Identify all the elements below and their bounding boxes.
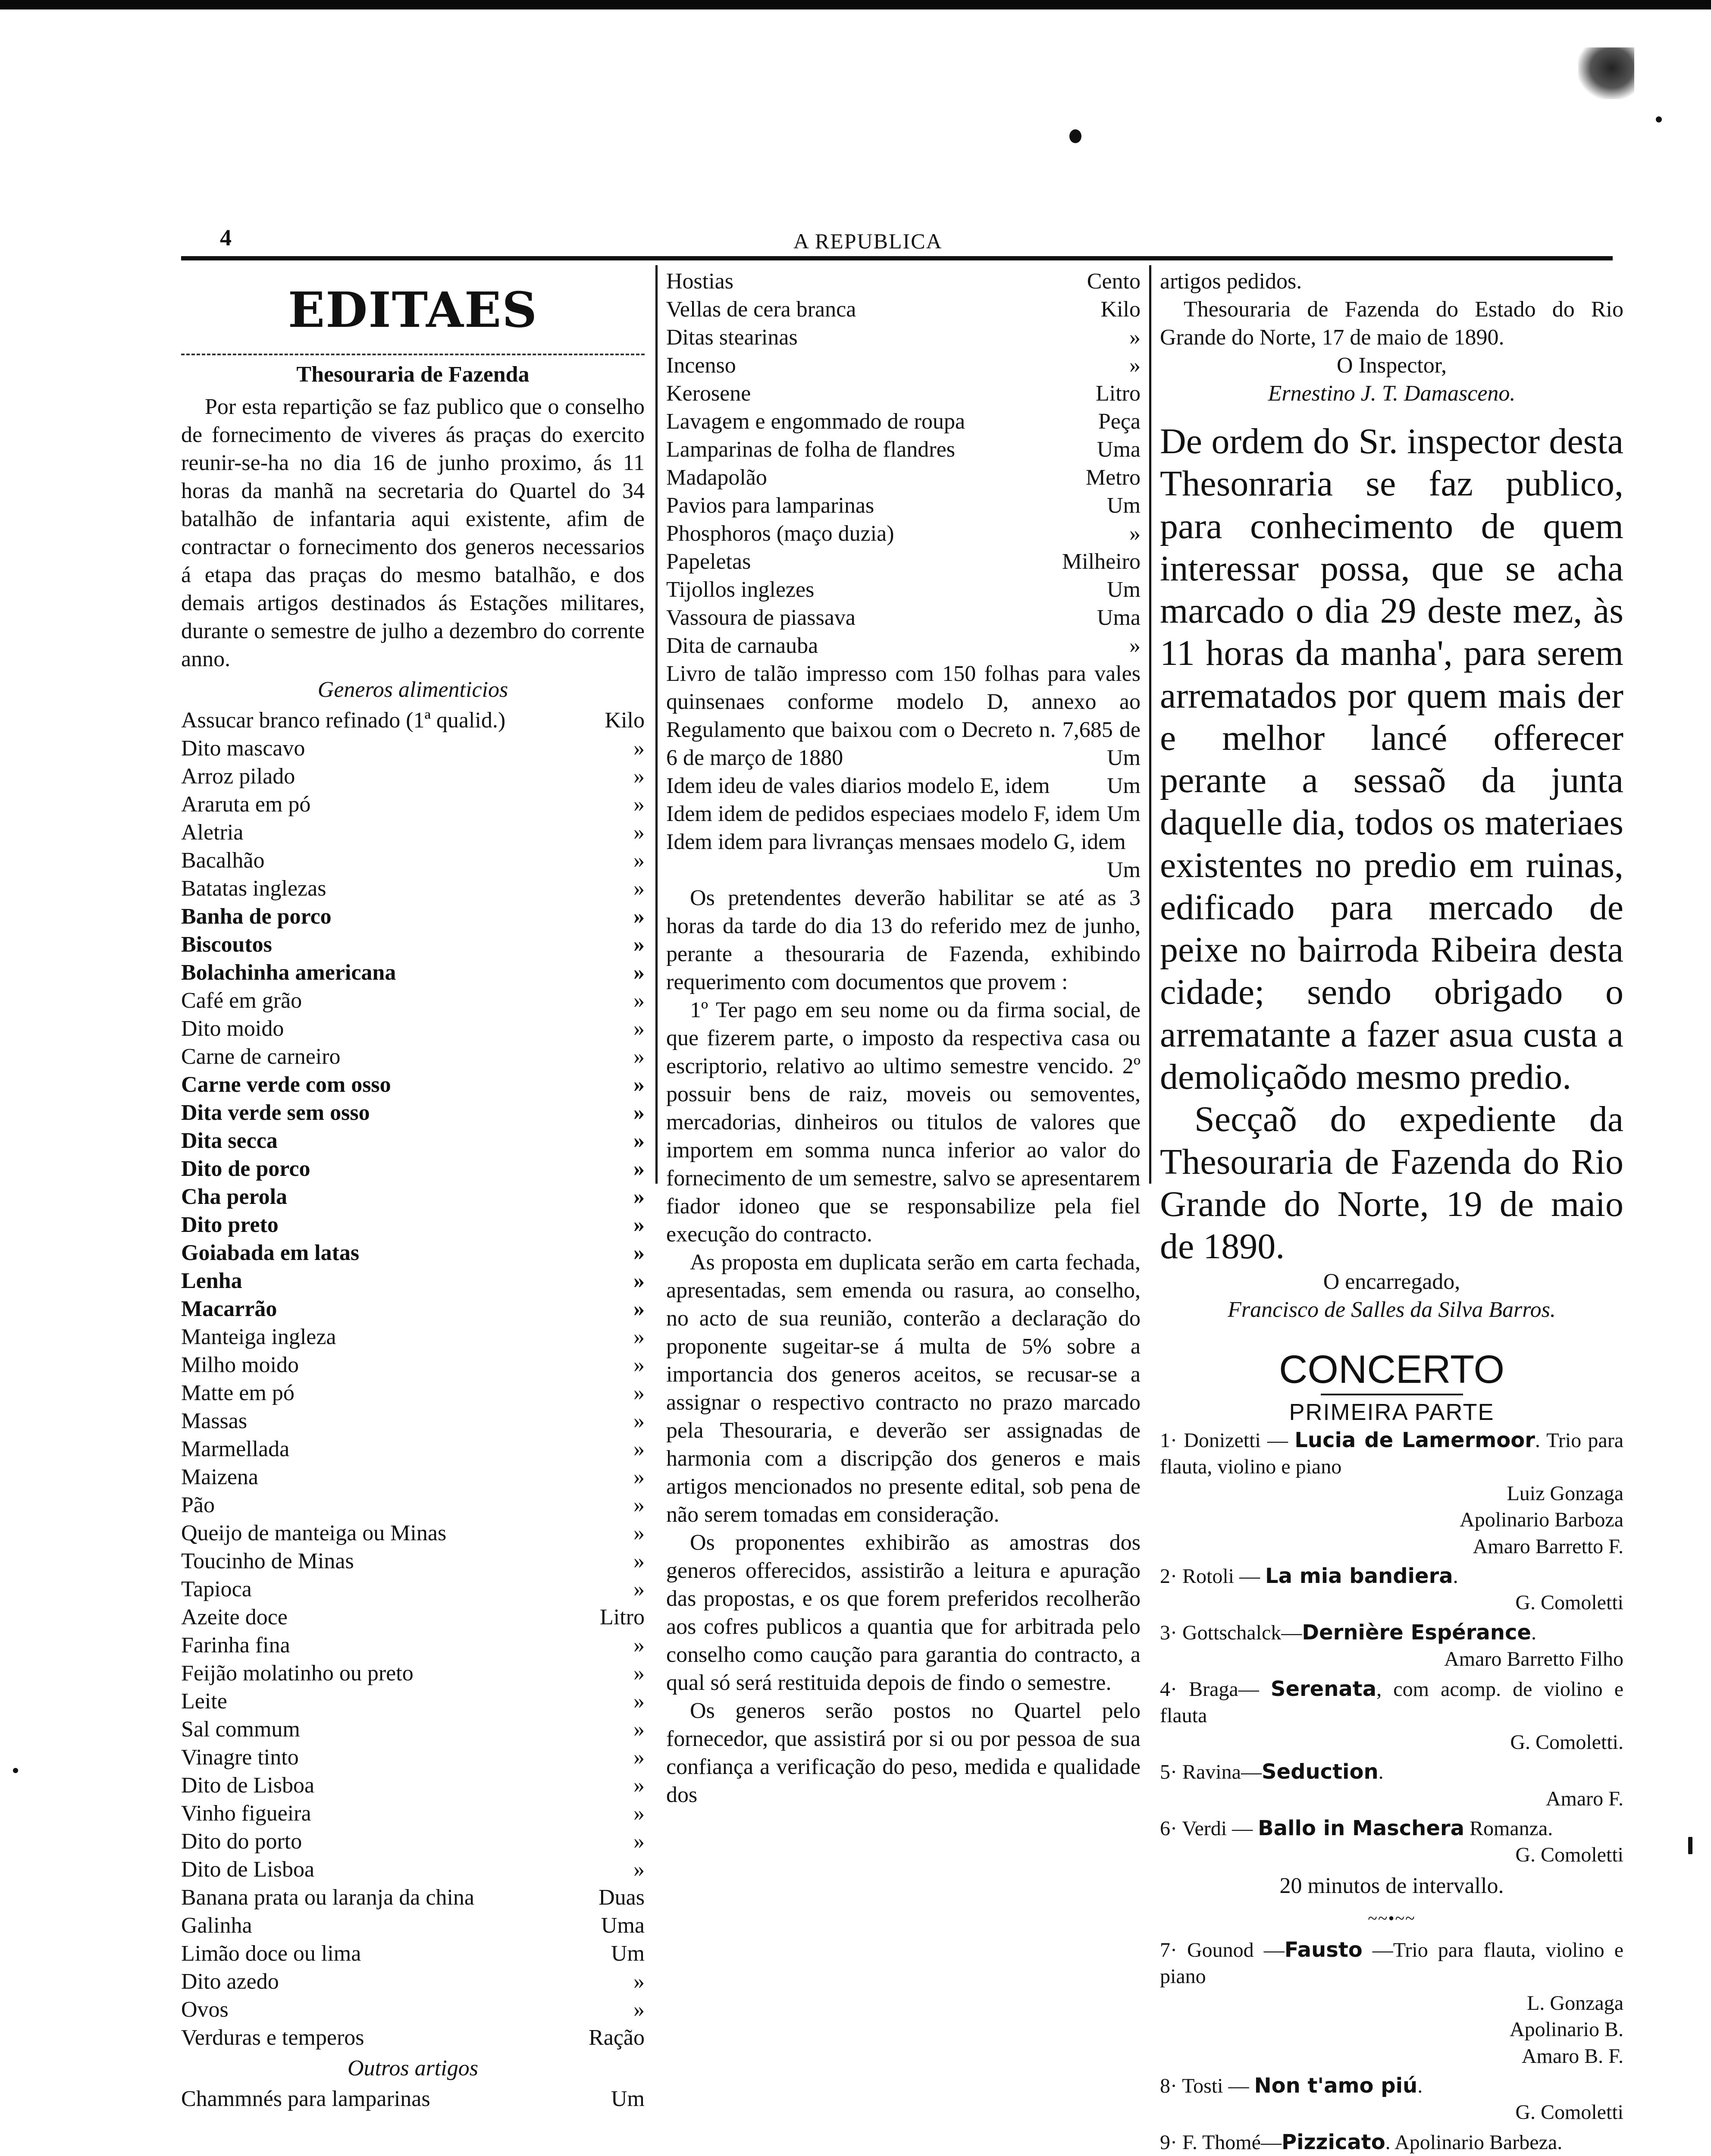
item-name: Arroz pilado <box>181 764 295 789</box>
notice-intro: Por esta repartição se faz publico que o conselho de fornecimento de viveres ás praças do exercito reunir-se-ha no dia 16 de junho proximo, ás 11 horas da manhã na secretaria do Quartel do 34 batalhão de infantaria aqui existente, afim de contractar o fornecimento dos generos necessarios á etapa das praças do mesmo batalhão, e dos demais artigos destinados ás Estações militares, durante o semestre de julho a dezembro do corrente anno. <box>181 395 645 671</box>
condition-paragraph: Os pretendentes deverão habilitar se até as 3 horas da tarde do dia 13 do referido mez de junho, perante a thesouraria de Fazenda, exhibindo requerimento com documentos que provem : <box>666 886 1141 994</box>
item-name: Maizena <box>181 1465 259 1489</box>
item-unit: » <box>633 736 645 761</box>
program-detail: . <box>1453 1565 1458 1588</box>
item-unit: Um <box>611 1941 645 1966</box>
list-item <box>181 1547 645 1575</box>
item-unit: Uma <box>1097 437 1141 462</box>
item-unit: Um <box>1107 577 1141 602</box>
list-item <box>666 604 1141 632</box>
auction-notice <box>1160 420 1623 1268</box>
item-name: Carne verde com osso <box>181 1072 391 1097</box>
list-item <box>181 931 645 959</box>
program-performer: G. Comoletti <box>1515 2101 1623 2124</box>
list-item <box>181 1940 645 1968</box>
program-composer: 3· Gottschalck— <box>1160 1621 1302 1644</box>
item-name: Manteiga ingleza <box>181 1325 336 1349</box>
item-unit: » <box>633 960 645 985</box>
item-name: Café em grão <box>181 988 302 1013</box>
item-name: Banha de porco <box>181 904 332 929</box>
list-item <box>666 548 1141 576</box>
program-detail: , com acomp. de violino e flauta <box>1160 1677 1624 1727</box>
ink-speck <box>1069 129 1081 143</box>
list-item <box>666 407 1141 436</box>
program-detail: . Apolinario Barbeza. <box>1385 2131 1563 2154</box>
book-description: Idem idem de pedidos especiaes modelo F, idem <box>666 802 1100 826</box>
item-unit: » <box>633 1325 645 1349</box>
program-work: Non t'amo piú <box>1254 2074 1418 2098</box>
list-item <box>181 1519 645 1547</box>
list-item <box>181 1968 645 1996</box>
item-name: Dito azedo <box>181 1969 279 1994</box>
item-unit: Metro <box>1085 465 1141 490</box>
list-item <box>181 1883 645 1912</box>
item-unit: » <box>633 988 645 1013</box>
item-unit: Um <box>611 2087 645 2111</box>
item-unit: » <box>633 1297 645 1321</box>
program-composer: 2· Rotoli — <box>1160 1565 1266 1588</box>
other-section-title: Outros artigos <box>348 2056 478 2081</box>
section-heading: EDITAES <box>288 282 538 338</box>
clerk-title: O encarregado, <box>1323 1269 1460 1294</box>
item-name: Dito de Lisboa <box>181 1773 315 1798</box>
list-item <box>181 1071 645 1099</box>
program-work: Dernière Espérance <box>1302 1620 1531 1645</box>
item-unit: » <box>633 1745 645 1770</box>
item-unit: Um <box>1107 802 1141 826</box>
item-unit: Um <box>1107 858 1141 882</box>
item-name: Milho moido <box>181 1353 299 1377</box>
ornament-divider: ~~•~~ <box>1368 1908 1416 1928</box>
program-performer: G. Comoletti. <box>1510 1730 1623 1754</box>
item-name: Bacalhão <box>181 848 265 873</box>
inspector-name: Ernestino J. T. Damasceno. <box>1268 381 1516 406</box>
list-item <box>181 1603 645 1631</box>
item-name: Marmellada <box>181 1437 290 1461</box>
list-item <box>666 267 1141 295</box>
program-detail: —Trio para flauta, violino e piano <box>1160 1938 1623 1988</box>
item-name: Dito mascavo <box>181 736 305 761</box>
item-unit: » <box>633 820 645 845</box>
item-unit: » <box>633 1661 645 1686</box>
list-item <box>181 2085 645 2113</box>
item-name: Tijollos inglezes <box>666 577 815 602</box>
list-item <box>181 1127 645 1155</box>
item-name: Madapolão <box>666 465 767 490</box>
item-unit: » <box>633 1689 645 1714</box>
list-item <box>181 1323 645 1351</box>
item-name: Lamparinas de folha de flandres <box>666 437 955 462</box>
list-item <box>181 1379 645 1407</box>
program-item <box>1160 1427 1623 1560</box>
book-description: Livro de talão impresso com 150 folhas para vales quinsenaes conforme modelo D, annexo ao Regulamento que baixou com o Decreto n. 7,685 de 6 de março de 1880 <box>666 661 1141 770</box>
program-item <box>1160 2129 1623 2156</box>
concert-part: PRIMEIRA PARTE <box>1289 1399 1495 1426</box>
list-item <box>181 846 645 874</box>
list-item <box>181 1043 645 1071</box>
book-item <box>666 772 1141 800</box>
list-item <box>181 874 645 903</box>
list-item <box>181 706 645 734</box>
program-composer: 8· Tosti — <box>1160 2075 1254 2097</box>
list-item <box>666 576 1141 604</box>
notice-signature: Secçaõ do expediente da Thesouraria de Fazenda do Rio Grande do Norte, 19 de maio de 1890. <box>1160 1099 1623 1267</box>
item-name: Massas <box>181 1409 248 1433</box>
program-work: Seduction <box>1261 1760 1379 1784</box>
book-item <box>666 800 1141 828</box>
book-description: Idem ideu de vales diarios modelo E, idem <box>666 774 1050 798</box>
item-unit: » <box>633 848 645 873</box>
item-unit: » <box>633 1857 645 1882</box>
condition-paragraph: Os generos serão postos no Quartel pelo fornecedor, que assistirá por si ou por pessoa de sua confiança a verificação do peso, medida e qualidade dos <box>666 1698 1141 1807</box>
item-unit: Kilo <box>1100 297 1141 322</box>
newspaper-title: A REPUBLICA <box>793 229 943 253</box>
condition-paragraph: As proposta em duplicata serão em carta fechada, apresentadas, sem emenda ou rasura, ao conselho, no acto de sua reunião, conterão a declaração do proponente sugeitar-se á multa de 5% sobre a importancia dos generos aceitos, se recusar-se a assignar o respectivo contracto no prazo marcado pela Thesouraria, e deverão ser assignadas de harmonia com a discripção dos generos e mais artigos mencionados no presente edital, sob pena de não serem tomadas em consideração. <box>666 1250 1141 1527</box>
item-unit: » <box>633 1549 645 1573</box>
inspector-title: O Inspector, <box>1337 353 1447 378</box>
item-name: Kerosene <box>666 381 751 406</box>
item-unit: » <box>633 1997 645 2022</box>
item-name: Chammnés para lamparinas <box>181 2087 430 2111</box>
item-name: Carne de carneiro <box>181 1044 341 1069</box>
program-performer: G. Comoletti <box>1515 1843 1623 1867</box>
item-unit: » <box>1129 633 1141 658</box>
item-unit: Uma <box>1097 605 1141 630</box>
list-item <box>181 1015 645 1043</box>
item-name: Pão <box>181 1493 215 1517</box>
book-description: Idem idem para livranças mensaes modelo G, idem <box>666 830 1126 854</box>
item-unit: » <box>633 1044 645 1069</box>
item-unit: » <box>633 1072 645 1097</box>
item-name: Sal commum <box>181 1717 300 1742</box>
column-divider <box>655 265 658 1184</box>
item-name: Ovos <box>181 1997 229 2022</box>
clerk-name: Francisco de Salles da Silva Barros. <box>1228 1297 1556 1322</box>
item-name: Dito preto <box>181 1213 279 1237</box>
item-name: Lavagem e engommado de roupa <box>666 409 965 434</box>
item-unit: Um <box>1107 746 1141 770</box>
header-rule <box>181 256 1613 260</box>
list-item <box>181 1799 645 1827</box>
ink-speck <box>13 1768 18 1773</box>
item-name: Azeite doce <box>181 1605 288 1630</box>
item-name: Assucar branco refinado (1ª qualid.) <box>181 708 506 733</box>
item-unit: » <box>633 1269 645 1293</box>
list-item <box>181 1827 645 1855</box>
item-name: Araruta em pó <box>181 792 311 817</box>
item-unit: Uma <box>601 1913 645 1938</box>
program-detail: . <box>1378 1761 1384 1784</box>
list-item <box>666 464 1141 492</box>
scan-border <box>0 0 1711 9</box>
notice-body: De ordem do Sr. inspector desta Thesonraria se faz publico, para conhecimento de quem interessar possa, que se acha marcado o dia 29 deste mez, às 11 horas da manha', para serem arrematados por quem mais der e melhor lancé offerecer perante a sessaõ da junta daquelle dia, todos os materiaes existentes no predio em ruinas, edificado para mercado de peixe no bairroda Ribeira desta cidade; sendo obrigado o arrematante a fazer asua custa a demoliçaõdo mesmo predio. <box>1160 421 1623 1097</box>
program-list <box>1160 1427 1623 1868</box>
book-item <box>666 828 1141 884</box>
list-item <box>181 790 645 818</box>
program-list <box>1160 1937 1623 2156</box>
program-work: Serenata <box>1270 1677 1377 1701</box>
list-item <box>181 734 645 762</box>
list-item <box>181 1771 645 1799</box>
item-unit: Um <box>1107 774 1141 798</box>
list-item <box>181 1631 645 1659</box>
list-item <box>666 436 1141 464</box>
program-detail: . <box>1531 1621 1536 1644</box>
list-item <box>666 323 1141 351</box>
item-unit: » <box>633 1156 645 1181</box>
item-unit: » <box>633 904 645 929</box>
item-unit: » <box>633 1801 645 1826</box>
item-name: Phosphoros (maço duzia) <box>666 521 894 546</box>
item-unit: » <box>633 1185 645 1209</box>
item-name: Banana prata ou laranja da china <box>181 1885 474 1910</box>
notice-subheading: Thesouraria de Fazenda <box>296 362 530 387</box>
list-item <box>666 492 1141 520</box>
item-name: Toucinho de Minas <box>181 1549 354 1573</box>
list-item <box>181 1687 645 1715</box>
list-item <box>181 818 645 846</box>
program-work: Fausto <box>1284 1937 1363 1962</box>
column-divider <box>1149 265 1151 1184</box>
item-unit: Ração <box>589 2025 645 2050</box>
item-unit: » <box>633 1773 645 1798</box>
program-composer: 4· Braga— <box>1160 1677 1271 1701</box>
list-item <box>666 295 1141 323</box>
column-editaes <box>181 267 645 2113</box>
list-item <box>181 762 645 790</box>
item-name: Vellas de cera branca <box>666 297 856 322</box>
list-item <box>181 1155 645 1183</box>
ink-speck <box>1688 1837 1692 1854</box>
item-name: Aletria <box>181 820 244 845</box>
continuation-text: artigos pedidos. <box>1160 269 1302 294</box>
item-name: Papeletas <box>666 549 751 574</box>
item-unit: » <box>1129 353 1141 378</box>
program-work: Lucia de Lamermoor <box>1294 1428 1535 1452</box>
item-name: Pavios para lamparinas <box>666 493 874 518</box>
item-unit: Litro <box>1096 381 1141 406</box>
item-unit: » <box>633 1016 645 1041</box>
item-unit: Kilo <box>605 708 645 733</box>
item-unit: » <box>633 1353 645 1377</box>
list-item <box>181 1463 645 1491</box>
program-composer: 1· Donizetti — <box>1160 1429 1295 1452</box>
column-notices <box>1160 267 1623 2156</box>
item-name: Cha perola <box>181 1185 288 1209</box>
item-unit: » <box>633 764 645 789</box>
item-unit: » <box>633 1100 645 1125</box>
item-name: Farinha fina <box>181 1633 290 1658</box>
list-item <box>181 1996 645 2024</box>
divider <box>1321 1394 1463 1395</box>
program-performer: Amaro Barretto Filho <box>1444 1648 1623 1671</box>
list-item <box>181 1295 645 1323</box>
item-name: Dito moido <box>181 1016 284 1041</box>
ink-speck <box>1656 116 1662 122</box>
page-header <box>181 211 1617 259</box>
page-number: 4 <box>220 225 232 251</box>
items-list <box>666 267 1141 660</box>
list-item <box>181 959 645 987</box>
list-item <box>181 1267 645 1295</box>
item-unit: Um <box>1107 493 1141 518</box>
item-name: Hostias <box>666 269 733 294</box>
program-detail: . <box>1417 2075 1423 2097</box>
item-name: Vassoura de piassava <box>666 605 856 630</box>
program-work: Ballo in Maschera <box>1258 1816 1464 1840</box>
program-composer: 6· Verdi — <box>1160 1817 1258 1840</box>
list-item <box>181 903 645 931</box>
program-performer: L. Gonzaga Apolinario B. Amaro B. F. <box>1510 1991 1623 2068</box>
program-composer: 9· F. Thomé— <box>1160 2131 1282 2154</box>
list-item <box>181 1715 645 1743</box>
item-name: Goiabada em latas <box>181 1241 360 1265</box>
program-detail: . Trio para flauta, violino e piano <box>1160 1429 1624 1479</box>
ink-blot <box>1578 47 1634 99</box>
item-unit: Milheiro <box>1062 549 1141 574</box>
program-work: La mia bandiera <box>1265 1564 1453 1588</box>
item-unit: » <box>633 1128 645 1153</box>
item-unit: » <box>633 1521 645 1545</box>
program-item <box>1160 1676 1623 1755</box>
book-item <box>666 660 1141 772</box>
list-item <box>181 1351 645 1379</box>
list-item <box>666 632 1141 660</box>
item-name: Galinha <box>181 1913 252 1938</box>
item-name: Limão doce ou lima <box>181 1941 361 1966</box>
item-name: Dito de Lisboa <box>181 1857 315 1882</box>
program-item <box>1160 1620 1623 1673</box>
column-editaes-continued <box>666 267 1141 1809</box>
item-name: Leite <box>181 1689 227 1714</box>
item-unit: Duas <box>599 1885 645 1910</box>
list-item <box>181 1912 645 1940</box>
list-item <box>666 520 1141 548</box>
item-unit: » <box>633 792 645 817</box>
item-name: Vinagre tinto <box>181 1745 299 1770</box>
item-unit: » <box>633 1493 645 1517</box>
condition-paragraph: Os proponentes exhibirão as amostras dos generos offerecidos, assistirão a leitura e apuração das propostas, e os que forem preferidos recolherão aos cofres publicos a quantia que for arbitrada pelo conselho como caução para garantia do contracto, a qual só será restituida depois de findo o semestre. <box>666 1530 1141 1695</box>
item-name: Queijo de manteiga ou Minas <box>181 1521 447 1545</box>
item-unit: » <box>633 1969 645 1994</box>
item-name: Bolachinha americana <box>181 960 396 985</box>
list-item <box>181 987 645 1015</box>
item-name: Tapioca <box>181 1577 252 1601</box>
list-item <box>181 1239 645 1267</box>
program-work: Pizzicato <box>1281 2130 1385 2154</box>
program-performer: Luiz Gonzaga Apolinario Barboza Amaro Barretto F. <box>1460 1482 1623 1558</box>
item-unit: » <box>1129 325 1141 350</box>
item-name: Matte em pó <box>181 1381 295 1405</box>
program-composer: 5· Ravina— <box>1160 1761 1262 1784</box>
item-name: Ditas stearinas <box>666 325 798 350</box>
conditions <box>666 884 1141 1809</box>
program-performer: G. Comoletti <box>1515 1591 1623 1614</box>
food-list <box>181 706 645 2052</box>
item-unit: » <box>633 1381 645 1405</box>
list-item <box>666 379 1141 407</box>
concert-title: CONCERTO <box>1279 1348 1505 1392</box>
item-unit: » <box>633 1717 645 1742</box>
program-performer: Amaro F. <box>1545 1787 1623 1810</box>
item-name: Incenso <box>666 353 736 378</box>
item-unit: » <box>633 1577 645 1601</box>
item-unit: Litro <box>600 1605 645 1630</box>
program-item <box>1160 1815 1623 1868</box>
program-item <box>1160 1937 1623 2069</box>
list-item <box>181 1435 645 1463</box>
food-section-title: Generos alimenticios <box>317 677 508 702</box>
list-item <box>666 351 1141 379</box>
list-item <box>181 1743 645 1771</box>
item-name: Dito do porto <box>181 1829 302 1854</box>
place-date: Thesouraria de Fazenda do Estado do Rio Grande do Norte, 17 de maio de 1890. <box>1160 297 1623 350</box>
program-item <box>1160 1759 1623 1812</box>
item-name: Feijão molatinho ou preto <box>181 1661 414 1686</box>
list-item <box>181 1211 645 1239</box>
item-unit: » <box>633 1437 645 1461</box>
list-item <box>181 1183 645 1211</box>
list-item <box>181 1407 645 1435</box>
item-name: Dito de porco <box>181 1156 310 1181</box>
item-name: Biscoutos <box>181 932 272 957</box>
item-unit: » <box>633 1213 645 1237</box>
item-name: Batatas inglezas <box>181 876 326 901</box>
item-unit: » <box>633 1465 645 1489</box>
program-detail: Romanza. <box>1464 1817 1553 1840</box>
books-list <box>666 660 1141 884</box>
list-item <box>181 1099 645 1127</box>
item-unit: » <box>633 932 645 957</box>
program-item <box>1160 2073 1623 2126</box>
list-item <box>181 1659 645 1687</box>
list-item <box>181 2024 645 2052</box>
item-name: Dita secca <box>181 1128 278 1153</box>
program-composer: 7· Gounod — <box>1160 1938 1285 1962</box>
item-name: Dita verde sem osso <box>181 1100 370 1125</box>
item-unit: » <box>633 1633 645 1658</box>
item-unit: » <box>633 876 645 901</box>
intermission: 20 minutos de intervallo. <box>1279 1873 1504 1898</box>
item-unit: Peça <box>1098 409 1141 434</box>
item-unit: » <box>633 1409 645 1433</box>
item-unit: Cento <box>1087 269 1141 294</box>
divider <box>181 354 645 355</box>
list-item <box>181 1491 645 1519</box>
program-item <box>1160 1563 1623 1616</box>
item-unit: » <box>633 1241 645 1265</box>
list-item <box>181 1855 645 1883</box>
condition-paragraph: 1º Ter pago em seu nome ou da firma social, de que fizerem parte, o imposto da respectiva casa ou escriptorio, relativo ao ultimo semestre vencido. 2º possuir bens de raiz, moveis ou semoventes, mercadorias, dinheiros ou titulos de valores que importem em somma nunca inferior ao valor do fornecimento de um semestre, salvo se apresentarem fiador idoneo que se responsabilize pela fiel execução do contracto. <box>666 998 1141 1247</box>
item-name: Verduras e temperos <box>181 2025 364 2050</box>
item-name: Lenha <box>181 1269 242 1293</box>
item-name: Vinho figueira <box>181 1801 311 1826</box>
list-item <box>181 1575 645 1603</box>
item-unit: » <box>1129 521 1141 546</box>
item-name: Dita de carnauba <box>666 633 818 658</box>
item-name: Macarrão <box>181 1297 277 1321</box>
item-unit: » <box>633 1829 645 1854</box>
